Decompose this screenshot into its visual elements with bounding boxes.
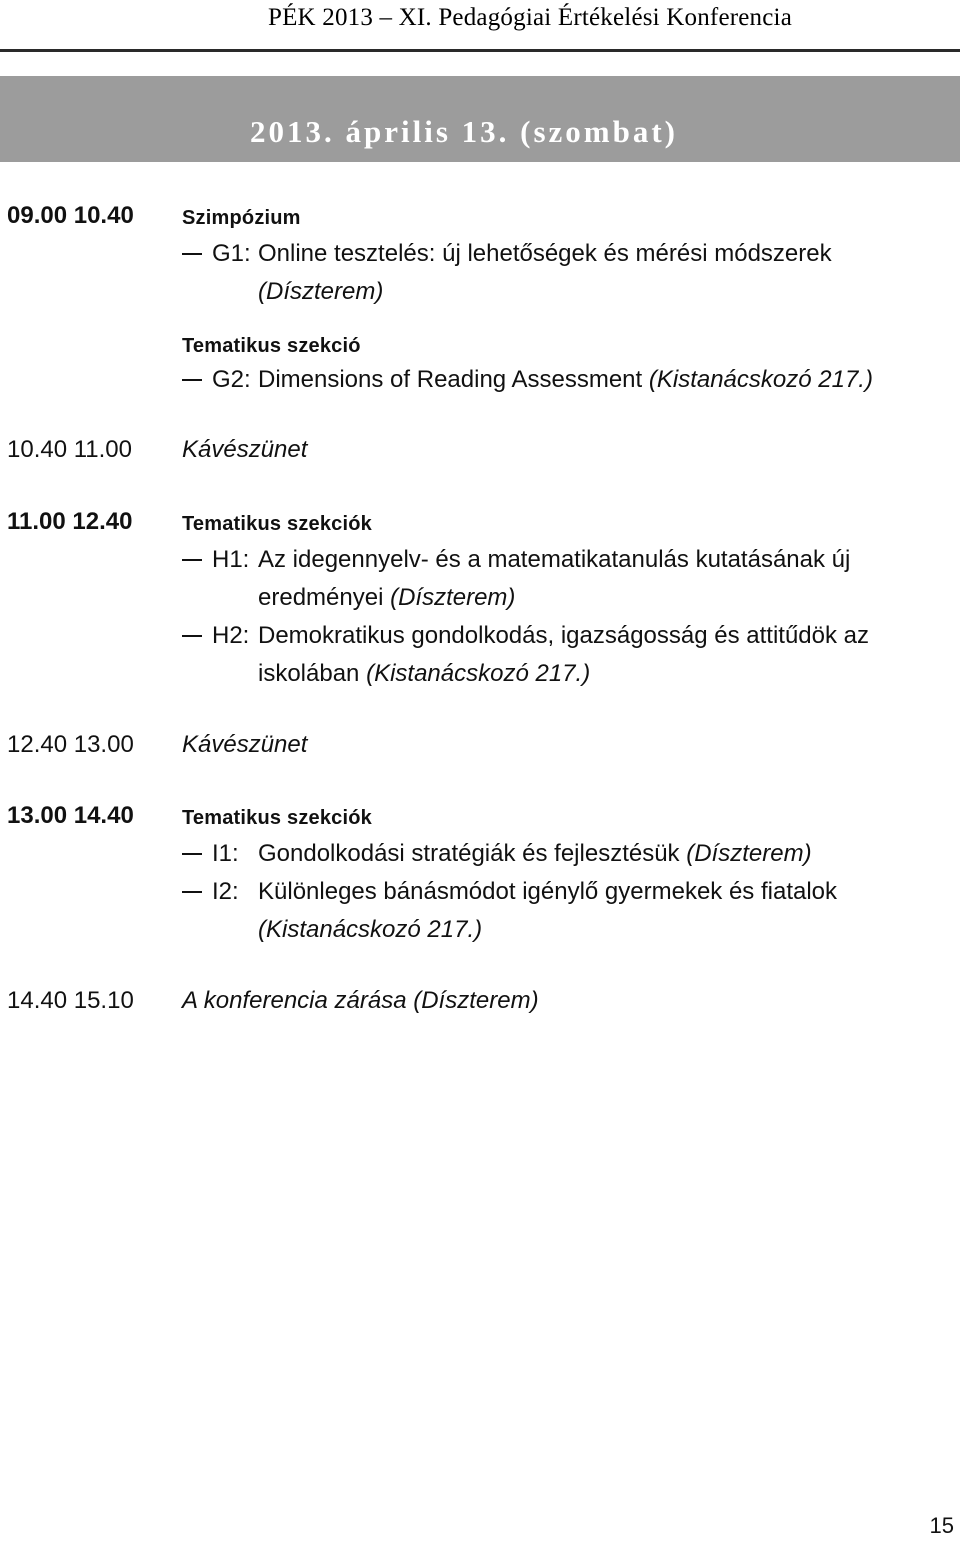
- session-title: Az idegennyelv- és a matematikatanulás kutatásának új: [258, 546, 851, 573]
- date-band: [0, 76, 960, 162]
- dash-icon: [182, 253, 202, 255]
- closing-label: A konferencia zárása (Díszterem): [182, 987, 539, 1014]
- time-slot: 10.40 11.00: [7, 436, 133, 463]
- dash-icon: [182, 559, 202, 561]
- date-text: 2013. április 13. (szombat): [250, 114, 679, 149]
- session-code: G1:: [212, 240, 251, 267]
- time-slot: 14.40 15.10: [7, 987, 134, 1014]
- section-heading: Tematikus szekciók: [182, 807, 372, 829]
- session-title: Gondolkodási stratégiák és fejlesztésük (Díszterem): [258, 840, 812, 867]
- dash-icon: [182, 853, 202, 855]
- session-room: (Díszterem): [390, 584, 516, 611]
- session-room: (Kistanácskozó 217.): [258, 916, 483, 943]
- session-title: Dimensions of Reading Assessment (Kistanácskozó 217.): [258, 366, 873, 393]
- session-room: (Díszterem): [258, 278, 384, 305]
- session-room: (Kistanácskozó 217.): [648, 366, 873, 393]
- section-heading: Tematikus szekciók: [182, 513, 372, 535]
- session-title: Különleges bánásmódot igénylő gyermekek és fiatalok: [258, 878, 838, 905]
- session-title: Online tesztelés: új lehetőségek és mérési módszerek: [258, 240, 832, 267]
- session-code: G2:: [212, 366, 251, 393]
- header-title: PÉK 2013 – XI. Pedagógiai Értékelési Konferencia: [267, 4, 792, 31]
- time-slot: 13.00 14.40: [7, 802, 134, 829]
- section-heading: Tematikus szekció: [182, 335, 361, 357]
- page-number: 15: [929, 1513, 954, 1538]
- section-heading: Szimpózium: [182, 207, 301, 229]
- session-title: Demokratikus gondolkodás, igazságosság és attitűdök az: [258, 622, 870, 649]
- session-code: H1:: [212, 546, 250, 573]
- dash-icon: [182, 635, 202, 637]
- time-slot: 12.40 13.00: [7, 731, 134, 758]
- session-room: (Díszterem): [686, 840, 812, 867]
- dash-icon: [182, 379, 202, 381]
- break-label: Kávészünet: [182, 731, 308, 758]
- session-title-cont: eredményei (Díszterem): [258, 584, 516, 611]
- session-code: I1:: [212, 840, 239, 867]
- time-slot: 11.00 12.40: [7, 508, 133, 535]
- break-label: Kávészünet: [182, 436, 308, 463]
- dash-icon: [182, 891, 202, 893]
- session-title-cont: iskolában (Kistanácskozó 217.): [258, 660, 591, 687]
- time-slot: 09.00 10.40: [7, 202, 134, 229]
- session-code: H2:: [212, 622, 250, 649]
- page-header: [0, 0, 960, 52]
- session-code: I2:: [212, 878, 239, 905]
- session-room: (Kistanácskozó 217.): [366, 660, 591, 687]
